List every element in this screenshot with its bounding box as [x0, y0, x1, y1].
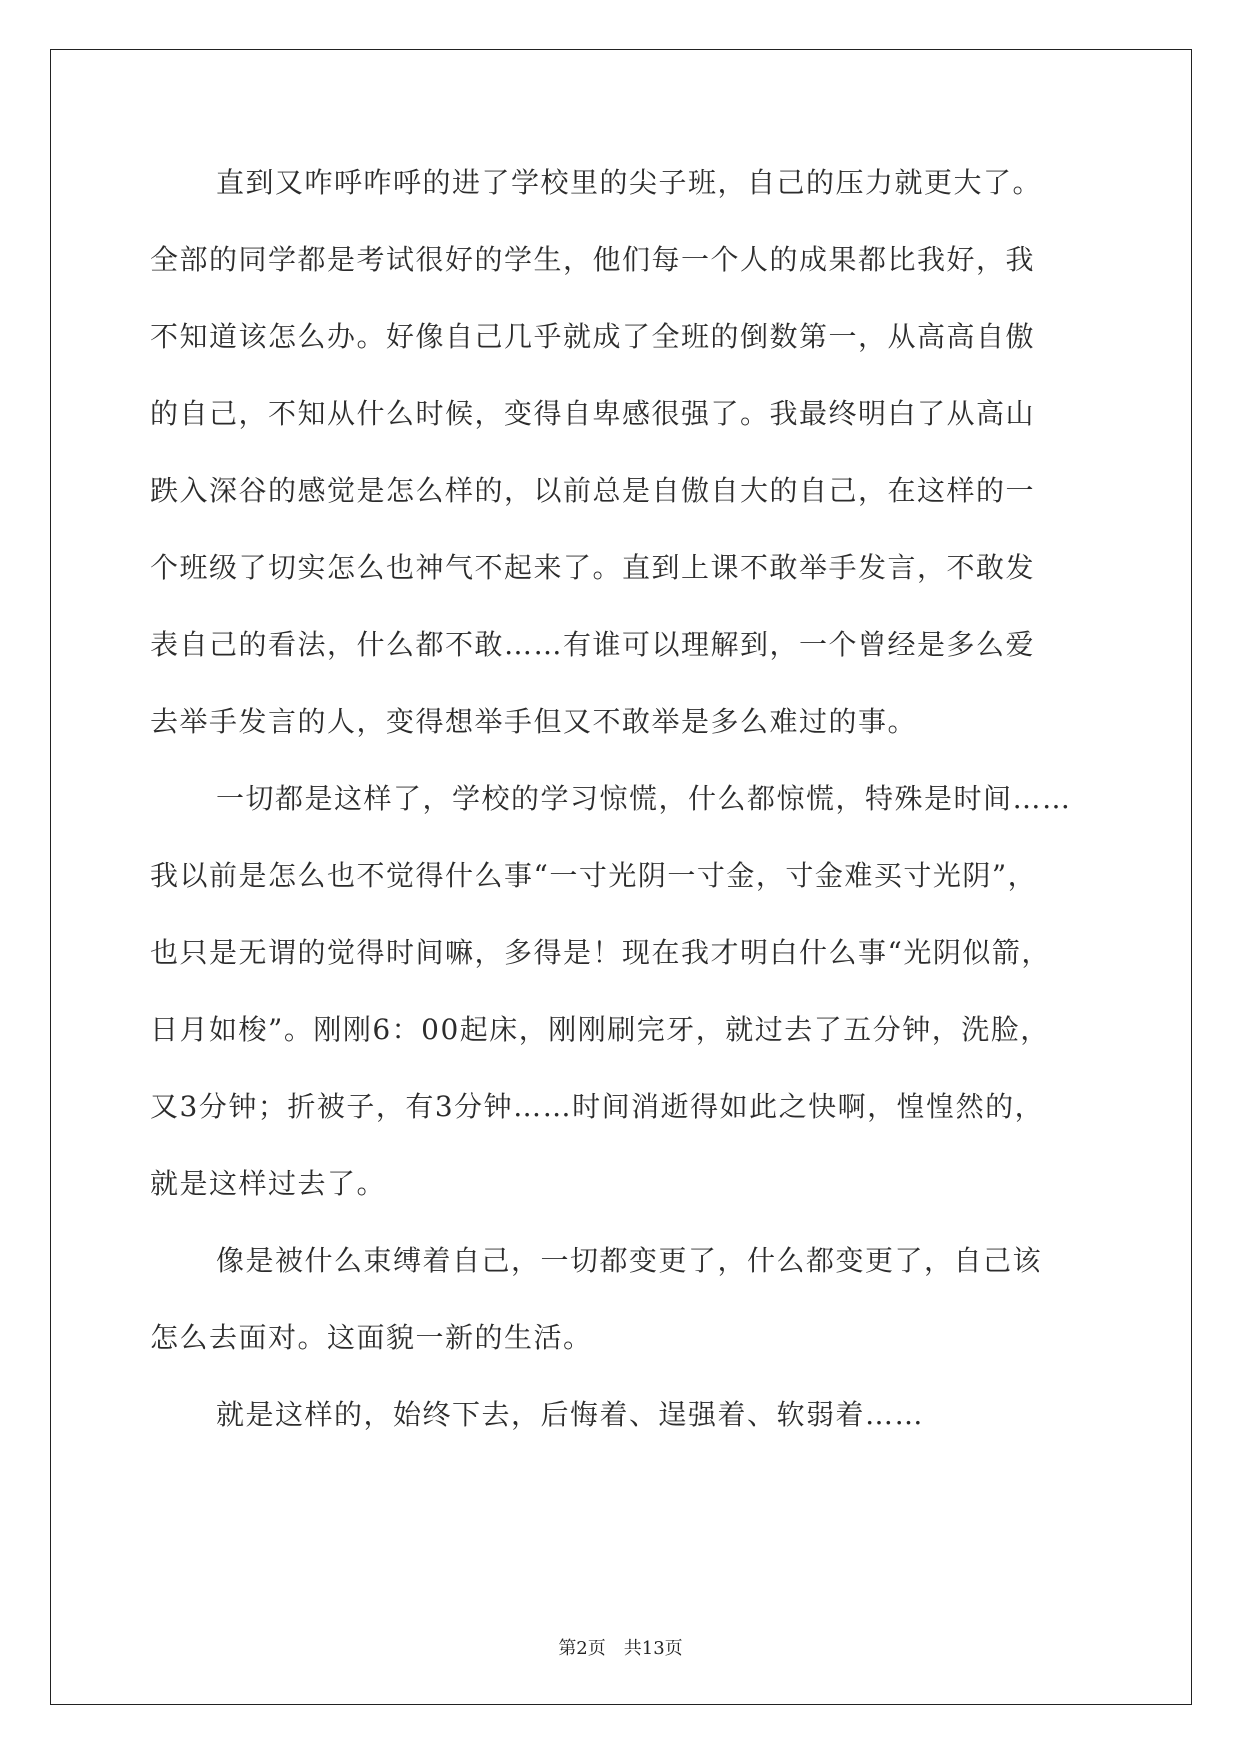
text-line: 我以前是怎么也不觉得什么事“一寸光阴一寸金，寸金难买寸光阴”， [150, 859, 1038, 892]
text-line: 直到又咋呼咋呼的进了学校里的尖子班，自己的压力就更大了。 [216, 166, 1043, 199]
text-line: 不知道该怎么办。好像自己几乎就成了全班的倒数第一，从高高自傲 [150, 320, 1036, 353]
text-line: 怎么去面对。这面貌一新的生活。 [150, 1321, 593, 1354]
page-number-footer: 第2页 共13页 [558, 1638, 683, 1659]
text-line: 就是这样的，始终下去，后悔着、逞强着、软弱着…… [216, 1398, 925, 1431]
document-body [150, 166, 1090, 1475]
text-line: 全部的同学都是考试很好的学生，他们每一个人的成果都比我好，我 [150, 243, 1036, 276]
text-line: 表自己的看法，什么都不敢……有谁可以理解到，一个曾经是多么爱 [150, 628, 1036, 661]
text-line: 日月如梭”。刚刚6：00起床，刚刚刷完牙，就过去了五分钟，洗脸， [150, 1013, 1050, 1046]
text-line: 也只是无谓的觉得时间嘛，多得是！现在我才明白什么事“光阴似箭， [150, 936, 1051, 969]
text-line: 一切都是这样了，学校的学习惊慌，什么都惊慌，特殊是时间…… [216, 782, 1072, 815]
text-line: 的自己，不知从什么时候，变得自卑感很强了。我最终明白了从高山 [150, 397, 1036, 430]
text-line: 跌入深谷的感觉是怎么样的，以前总是自傲自大的自己，在这样的一 [150, 474, 1036, 507]
text-line: 又3分钟；折被子，有3分钟……时间消逝得如此之快啊，惶惶然的， [150, 1090, 1045, 1123]
text-line: 就是这样过去了。 [150, 1167, 387, 1200]
text-line: 去举手发言的人，变得想举手但又不敢举是多么难过的事。 [150, 705, 918, 738]
text-line: 像是被什么束缚着自己，一切都变更了，什么都变更了，自己该 [216, 1244, 1043, 1277]
text-line: 个班级了切实怎么也神气不起来了。直到上课不敢举手发言，不敢发 [150, 551, 1036, 584]
